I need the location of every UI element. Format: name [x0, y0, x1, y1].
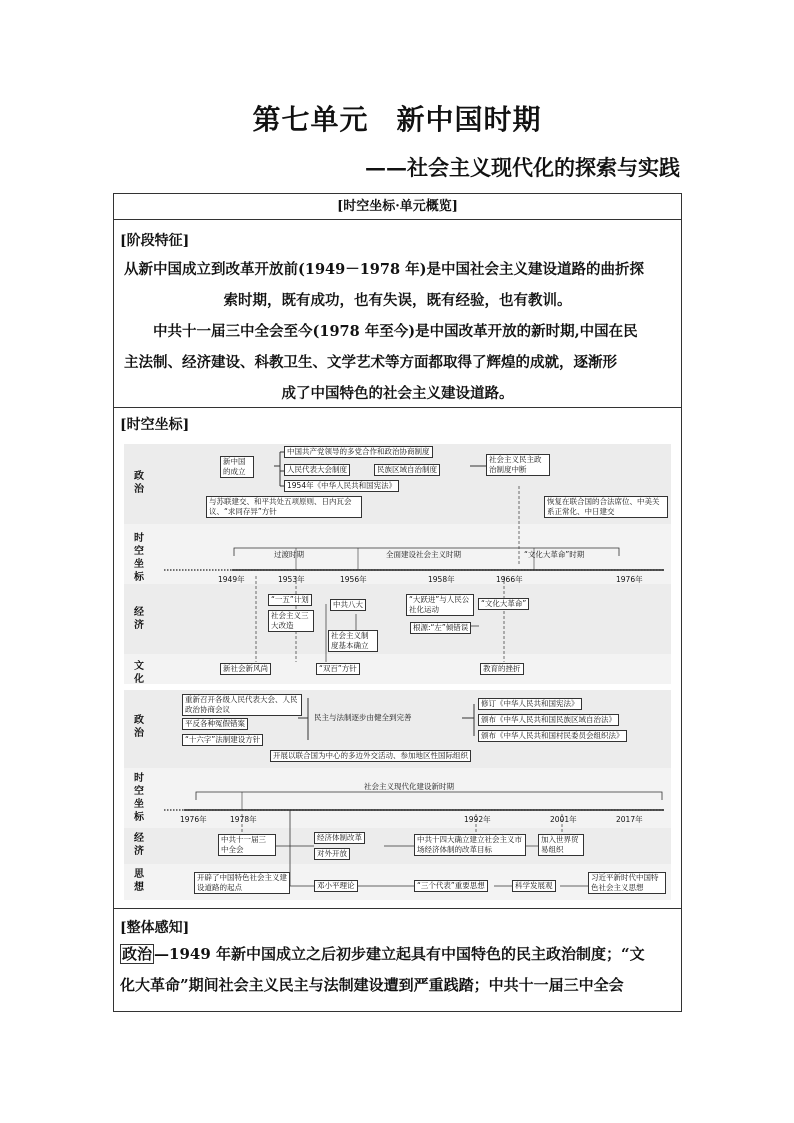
stage-label: [阶段特征]	[120, 233, 190, 249]
lab-politics-1: 政治	[134, 471, 144, 495]
great-leap-box: “大跃进”与人民公社化运动	[406, 594, 474, 616]
lab-time-1: 时空坐标	[134, 533, 144, 583]
three-represents-box: “三个代表”重要思想	[414, 880, 488, 892]
overview-table	[113, 193, 682, 1012]
foreign-policy-1-box: 与苏联建交、和平共处五项原则、日内瓦会议、“求同存异”方针	[206, 496, 362, 518]
third-plenum-box: 中共十一届三中全会	[218, 834, 276, 856]
overall-text: 政治 —1949 年新中国成立之后初步建立起具有中国特色的民主政治制度；“文 化大革命”期间社会主义民主与法制建设遭到严重践踏；中共十一届三中全会	[120, 945, 645, 994]
politics-tag: 政治	[122, 945, 153, 963]
democracy-interrupted-box: 社会主义民主政治制度中断	[486, 454, 550, 476]
revise-constitution-box: 修订《中华人民共和国宪法》	[478, 698, 582, 710]
year-1953: 1953年	[278, 575, 305, 584]
lab-thought-2: 思想	[134, 869, 144, 893]
new-china-box: 新中国的成立	[220, 456, 254, 478]
npc-box: 人民代表大会制度	[284, 464, 350, 476]
period-transition: 过渡时期	[274, 550, 304, 559]
leftist-error-box: 根源:“左”倾错误	[410, 622, 471, 634]
economic-reform-box: 经济体制改革	[314, 832, 365, 844]
year-1949: 1949年	[218, 575, 245, 584]
year-2017: 2017年	[616, 815, 643, 824]
new-era-period: 社会主义现代化建设新时期	[364, 782, 454, 791]
year-1956: 1956年	[340, 575, 367, 584]
year-1958: 1958年	[428, 575, 455, 584]
year-1976-b: 1976年	[180, 815, 207, 824]
new-customs-box: 新社会新风尚	[220, 663, 271, 675]
redress-cases-box: 平反各种冤假错案	[182, 718, 248, 730]
table-header: [时空坐标·单元概览]	[114, 194, 681, 220]
lab-time-2: 时空坐标	[134, 773, 144, 823]
join-wto-box: 加入世界贸易组织	[538, 834, 584, 856]
lab-culture-1: 文化	[134, 661, 144, 685]
lab-econ-1: 经济	[134, 607, 144, 631]
year-1992: 1992年	[464, 815, 491, 824]
unit-subtitle: ——社会主义现代化的探索与实践	[365, 155, 680, 180]
overall-label: [整体感知]	[120, 920, 190, 936]
scientific-outlook-box: 科学发展观	[512, 880, 556, 892]
five-year-plan-box: “一五”计划	[268, 594, 312, 606]
stage-text: 从新中国成立到改革开放前(1949－1978 年)是中国社会主义建设道路的曲折探 索时期，既有成功，也有失误，既有经验，也有教训。 中共十一届三中全会至今(1978 年至今)是中国改革开放的新时期,中国在民 主法制、经济建设、科教卫生、文学艺术等方面都取得了辉煌的成就，逐渐形 成了中国特色的社会主义建设道路。	[124, 261, 644, 402]
lab-politics-2: 政治	[134, 715, 144, 739]
regional-autonomy-law-box: 颁布《中华人民共和国民族区域自治法》	[478, 714, 619, 726]
cultural-revolution-box: “文化大革命”	[478, 598, 529, 610]
period-cultural-revolution: “文化大革命”时期	[524, 550, 585, 559]
eighth-congress-box: 中共八大	[330, 599, 366, 611]
lab-econ-2: 经济	[134, 833, 144, 857]
timeline-diagram-2	[124, 690, 671, 900]
unit-title: 第七单元 新中国时期	[252, 103, 542, 136]
coord-section	[114, 408, 681, 909]
socialist-system-box: 社会主义制度基本确立	[328, 630, 378, 652]
three-transformations-box: 社会主义三大改造	[268, 610, 314, 632]
year-1966: 1966年	[496, 575, 523, 584]
coord-label: [时空坐标]	[120, 417, 190, 433]
village-committee-law-box: 颁布《中华人民共和国村民委员会组织法》	[478, 730, 627, 742]
sixteen-character-box: “十六字”法制建设方针	[182, 734, 263, 746]
year-1978: 1978年	[230, 815, 257, 824]
year-2001: 2001年	[550, 815, 577, 824]
cpc-system-box: 中国共产党领导的多党合作和政治协商制度	[284, 446, 433, 458]
regional-autonomy-box: 民族区域自治制度	[374, 464, 440, 476]
xi-thought-box: 习近平新时代中国特色社会主义思想	[588, 872, 666, 894]
period-full-construction: 全面建设社会主义时期	[386, 550, 461, 559]
stage-section	[114, 220, 681, 408]
foreign-policy-2-box: 恢复在联合国的合法席位、中美关系正常化、中日建交	[544, 496, 668, 518]
democracy-improving-text: 民主与法制逐步由健全到完善	[314, 713, 412, 722]
fourteenth-congress-box: 中共十四大确立建立社会主义市场经济体制的改革目标	[414, 834, 526, 856]
path-start-box: 开辟了中国特色社会主义建设道路的起点	[194, 872, 290, 894]
timeline-diagram-1	[124, 444, 671, 684]
opening-up-box: 对外开放	[314, 848, 350, 860]
education-setback-box: 教育的挫折	[480, 663, 524, 675]
deng-theory-box: 邓小平理论	[314, 880, 358, 892]
reconvene-congress-box: 重新召开各级人民代表大会、人民政治协商会议	[182, 694, 302, 716]
double-hundred-box: “双百”方针	[316, 663, 360, 675]
multilateral-diplomacy-box: 开展以联合国为中心的多边外交活动、参加地区性国际组织	[270, 750, 471, 762]
constitution-1954-box: 1954年《中华人民共和国宪法》	[284, 480, 399, 492]
year-1976: 1976年	[616, 575, 643, 584]
